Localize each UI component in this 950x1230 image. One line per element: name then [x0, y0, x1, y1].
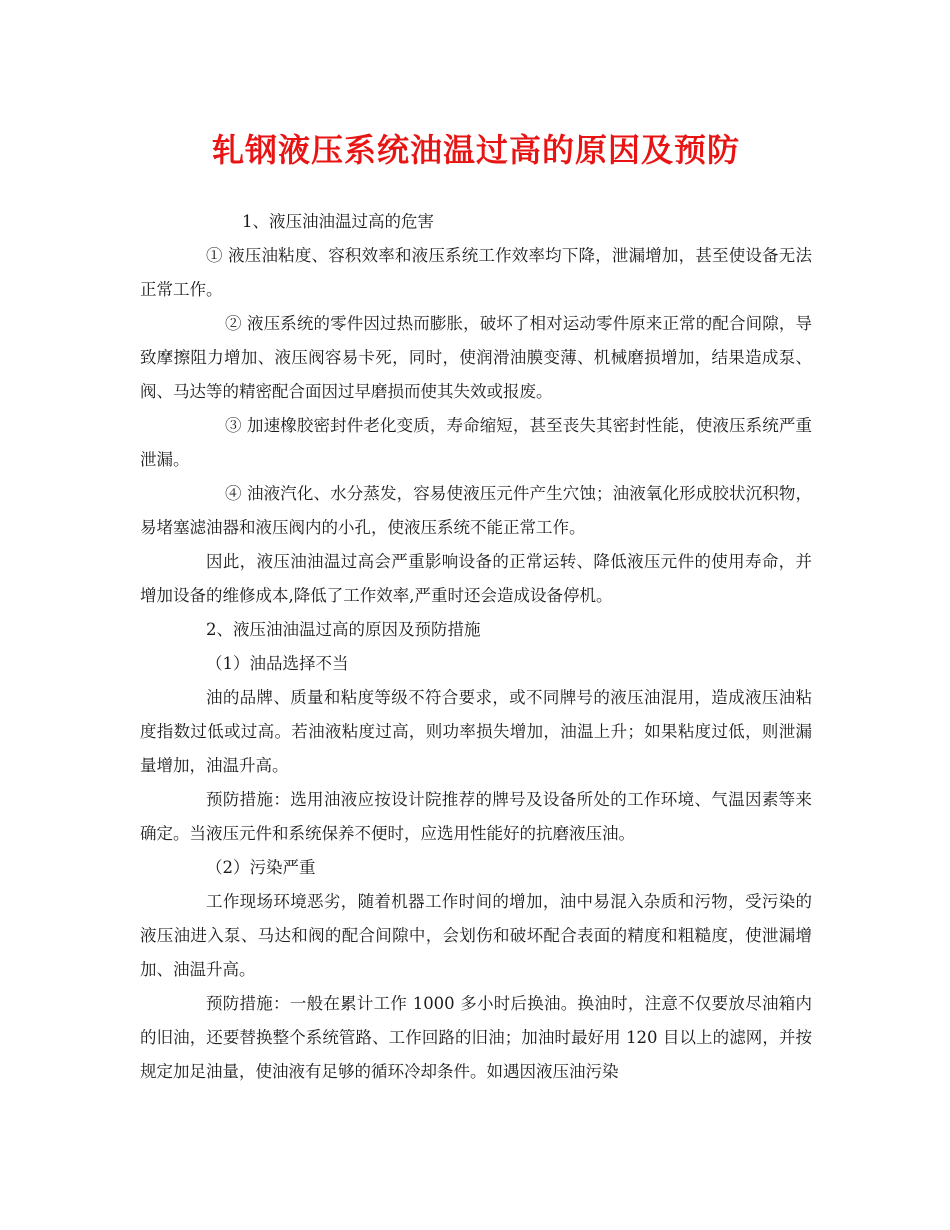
paragraph-prevention-1: 预防措施：选用油液应按设计院推荐的牌号及设备所处的工作环境、气温因素等来确定。当液压元件和系统保养不便时，应选用性能好的抗磨液压油。 [140, 790, 812, 843]
subsection-heading-1: （1）油品选择不当 [206, 654, 349, 673]
paragraph-harm-2: ② 液压系统的零件因过热而膨胀，破坏了相对运动零件原来正常的配合间隙，导致摩擦阻力增加、液压阀容易卡死，同时，使润滑油膜变薄、机械磨损增加，结果造成泵、阀、马达等的精密配合面因过早磨损而使其失效或报废。 [140, 314, 812, 401]
paragraph-harm-4: ④ 油液汽化、水分蒸发，容易使液压元件产生穴蚀；油液氧化形成胶状沉积物，易堵塞滤油器和液压阀内的小孔，使液压系统不能正常工作。 [140, 484, 812, 537]
section-heading-1: 1、液压油油温过高的危害 [242, 212, 434, 231]
paragraph-harm-3: ③ 加速橡胶密封件老化变质，寿命缩短，甚至丧失其密封性能，使液压系统严重泄漏。 [140, 416, 812, 469]
section-heading-2: 2、液压油油温过高的原因及预防措施 [206, 620, 481, 639]
paragraph-harm-1: ① 液压油粘度、容积效率和液压系统工作效率均下降，泄漏增加，甚至使设备无法正常工作。 [140, 246, 812, 299]
document-title: 轧钢液压系统油温过高的原因及预防 [211, 131, 740, 169]
paragraph-prevention-2: 预防措施：一般在累计工作 1000 多小时后换油。换油时，注意不仅要放尽油箱内的旧油，还要替换整个系统管路、工作回路的旧油；加油时最好用 120 目以上的滤网，并按规定加足油量，使油液有足够的循环冷却条件。如遇因液压油污染 [140, 994, 812, 1081]
paragraph-oil-selection: 油的品牌、质量和粘度等级不符合要求，或不同牌号的液压油混用，造成液压油粘度指数过低或过高。若油液粘度过高，则功率损失增加，油温上升；如果粘度过低，则泄漏量增加，油温升高。 [140, 688, 812, 775]
paragraph-conclusion: 因此，液压油油温过高会严重影响设备的正常运转、降低液压元件的使用寿命，并增加设备的维修成本,降低了工作效率,严重时还会造成设备停机。 [140, 552, 812, 605]
subsection-heading-2: （2）污染严重 [206, 858, 316, 877]
document-body [140, 205, 812, 1089]
paragraph-pollution: 工作现场环境恶劣，随着机器工作时间的增加，油中易混入杂质和污物，受污染的液压油进入泵、马达和阀的配合间隙中，会划伤和破坏配合表面的精度和粗糙度，使泄漏增加、油温升高。 [140, 892, 812, 979]
